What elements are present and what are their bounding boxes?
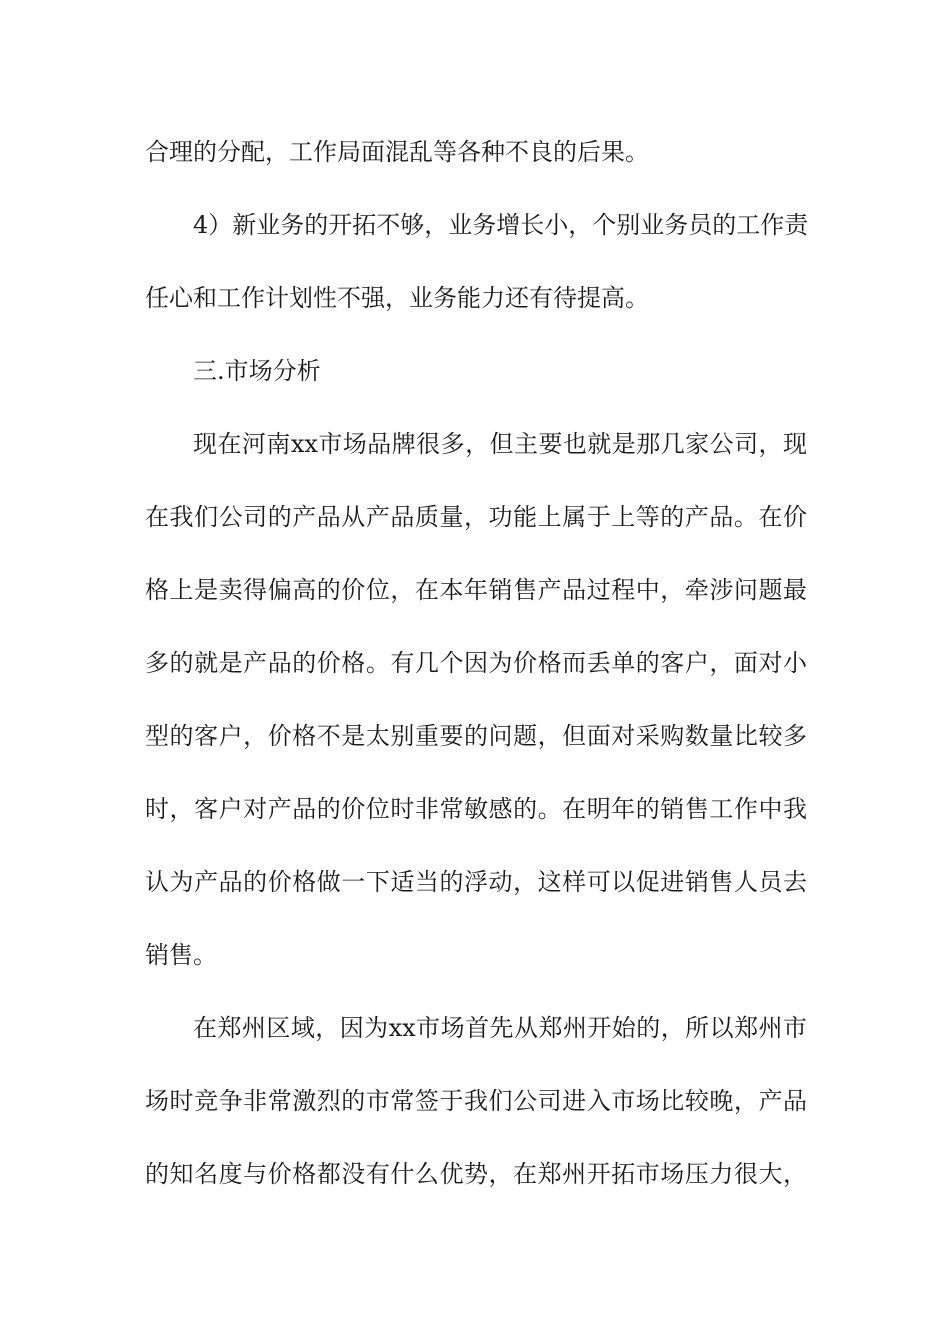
text-line: 型的客户，价格不是太别重要的问题，但面对采购数量比较多 <box>145 722 807 750</box>
text-line: 格上是卖得偏高的价位，在本年销售产品过程中，牵涉问题最 <box>145 576 807 604</box>
body-text <box>145 128 807 1223</box>
text-line: 现在河南xx市场品牌很多，但主要也就是那几家公司，现 <box>193 430 807 458</box>
text-line: 任心和工作计划性不强，业务能力还有待提高。 <box>145 284 649 312</box>
text-line: 销售。 <box>145 941 217 969</box>
text-line: 的知名度与价格都没有什么优势，在郑州开拓市场压力很大， <box>145 1160 807 1188</box>
text-line: 在郑州区域，因为xx市场首先从郑州开始的，所以郑州市 <box>193 1014 807 1042</box>
text-line: 时，客户对产品的价位时非常敏感的。在明年的销售工作中我 <box>145 795 807 823</box>
text-line: 多的就是产品的价格。有几个因为价格而丢单的客户，面对小 <box>145 649 807 677</box>
text-line: 认为产品的价格做一下适当的浮动，这样可以促进销售人员去 <box>145 868 807 896</box>
text-line: 场时竞争非常激烈的市常签于我们公司进入市场比较晚，产品 <box>145 1087 807 1115</box>
section-heading: 三.市场分析 <box>193 357 321 385</box>
text-line: 合理的分配，工作局面混乱等各种不良的后果。 <box>145 138 649 166</box>
text-line: 4）新业务的开拓不够，业务增长小，个别业务员的工作责 <box>193 211 809 239</box>
text-line: 在我们公司的产品从产品质量，功能上属于上等的产品。在价 <box>145 503 807 531</box>
